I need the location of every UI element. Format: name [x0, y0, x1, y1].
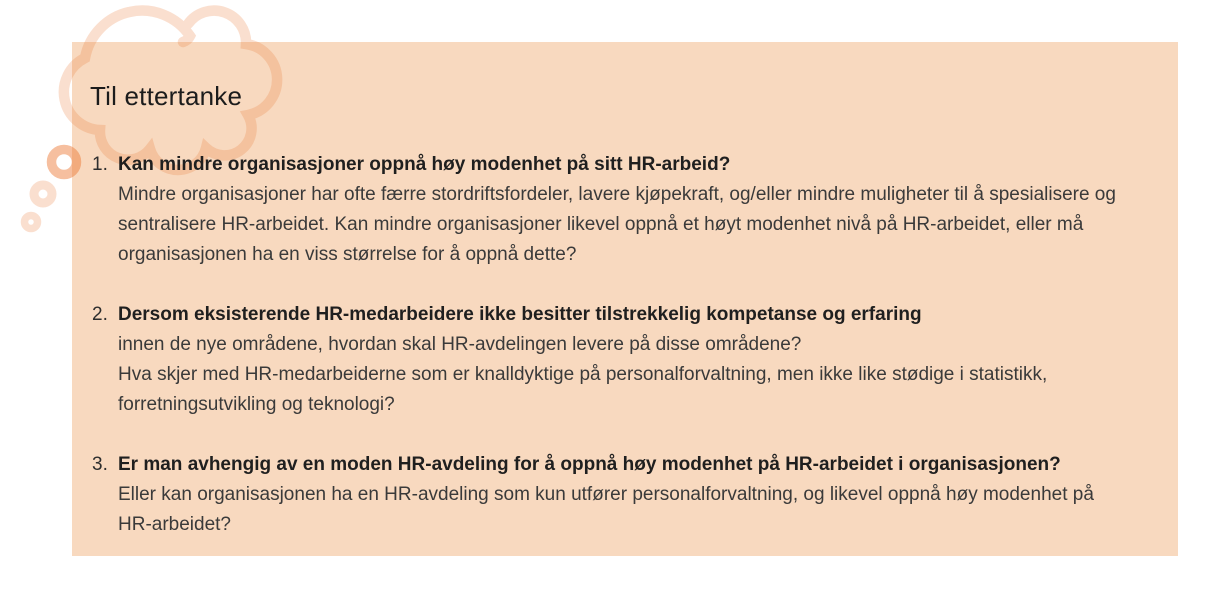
question-body: Hva skjer med HR-medarbeiderne som er knalldyktige på personalforvaltning, men ikke like stødige i statistikk, forretningsutvikling og teknologi?	[118, 364, 1048, 415]
question-number: 1.	[92, 154, 108, 175]
card-title: Til ettertanke	[90, 81, 243, 111]
reflection-card	[72, 42, 1178, 556]
question-item-3	[92, 450, 1128, 540]
question-body: Mindre organisasjoner har ofte færre stordriftsfordeler, lavere kjøpekraft, og/eller mindre muligheter til å spesialisere og sentralisere HR-arbeidet. Kan mindre organisasjoner likevel oppnå et høyt modenhet nivå på HR-arbeidet, eller må organisasjonen ha en viss størrelse for å oppnå dette?	[118, 184, 1116, 265]
question-number: 2.	[92, 304, 108, 325]
question-content	[118, 450, 1128, 540]
question-number: 3.	[92, 454, 108, 475]
question-item-1	[92, 150, 1128, 270]
question-list	[72, 150, 1178, 540]
question-body: innen de nye områdene, hvordan skal HR-avdelingen levere på disse områdene?	[118, 334, 802, 355]
card-content	[72, 78, 1178, 540]
question-item-2	[92, 300, 1128, 420]
question-content	[118, 150, 1128, 270]
thought-trail-bubble-medium-icon	[34, 185, 52, 203]
thought-trail-bubble-small-icon	[25, 216, 38, 229]
question-heading: Dersom eksisterende HR-medarbeidere ikke besitter tilstrekkelig kompetanse og erfaring	[118, 304, 922, 325]
question-content	[118, 300, 1128, 420]
question-heading: Er man avhengig av en moden HR-avdeling for å oppnå høy modenhet på HR-arbeidet i organisasjonen?	[118, 454, 1061, 475]
question-heading: Kan mindre organisasjoner oppnå høy modenhet på sitt HR-arbeid?	[118, 154, 731, 175]
question-body: Eller kan organisasjonen ha en HR-avdeling som kun utfører personalforvaltning, og likevel oppnå høy modenhet på HR-arbeidet?	[118, 484, 1094, 535]
